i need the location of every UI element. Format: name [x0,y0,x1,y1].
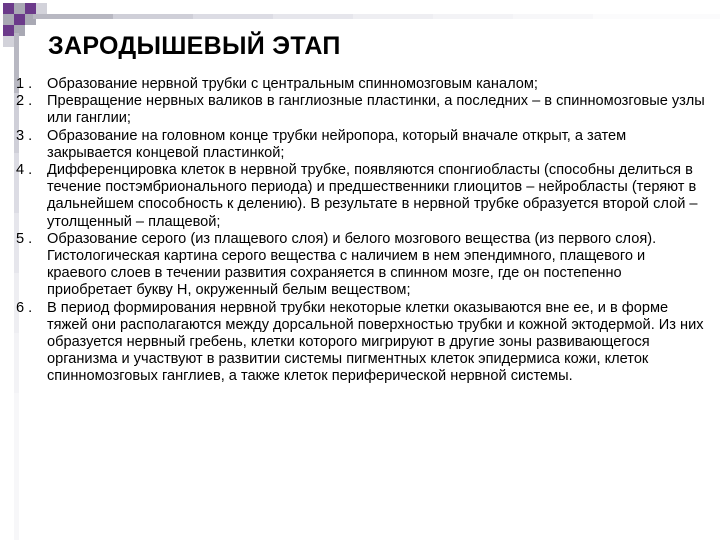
list-item [16,162,706,231]
item-text: Дифференцировка клеток в нервной трубке, появляются спонгиобласты (способны делиться в течение постэмбрионального периода) и предшественники глиоцитов – нейробласты (теряют в дальнейшем способность к делению). В результате в нервной трубке образуется второй слой – утолщенный – плащевой; [47,162,698,230]
decor-square [3,36,14,47]
item-number: 2 . [16,93,33,110]
list-item [16,128,706,162]
item-text: Образование серого (из плащевого слоя) и белого мозгового вещества (из первого слоя). Гистологическая картина серого вещества с наличием в нем эпендимного, плащевого и краевого слоев в течении развития сохраняется в спинном мозге, где он постепенно приобретает букву Н, окруженный белым веществом; [47,230,657,299]
slide-title: ЗАРОДЫШЕВЫЙ ЭТАП [48,32,341,60]
decor-square [25,3,36,14]
decor-square [36,3,47,14]
stage-list [16,76,706,386]
decor-square [14,14,25,25]
item-text: Образование на головном конце трубки нейропора, который вначале открыт, а затем закрывается концевой пластинкой; [47,127,627,161]
decor-square [3,3,14,14]
item-number: 4 . [16,162,33,179]
decor-square [3,25,14,36]
list-item [16,231,706,300]
item-number: 3 . [16,127,33,144]
item-number: 5 . [16,230,33,247]
list-item [16,93,706,127]
decor-square [14,3,25,14]
list-item [16,300,706,386]
decor-square [3,14,14,25]
list-item [16,76,706,93]
item-text: Образование нервной трубки с центральным спинномозговым каналом; [47,76,538,92]
item-number: 1 . [16,76,33,92]
decor-top-bar [33,14,720,19]
item-number: 6 . [16,299,33,316]
item-text: В период формирования нервной трубки некоторые клетки оказываются вне ее, и в форме тяжей они располагаются между дорсальной поверхностью трубки и кожной эктодермой. Из них образуется нервный гребень, клетки которого мигрируют в другие зоны развивающегося организма и участвуют в развитии системы пигментных клеток эпидермиса кожи, клеток спинномозговых ганглиев, а также клеток периферической нервной системы. [47,299,704,385]
item-text: Превращение нервных валиков в ганглиозные пластинки, а последних – в спинномозговые узлы или ганглии; [47,93,705,127]
